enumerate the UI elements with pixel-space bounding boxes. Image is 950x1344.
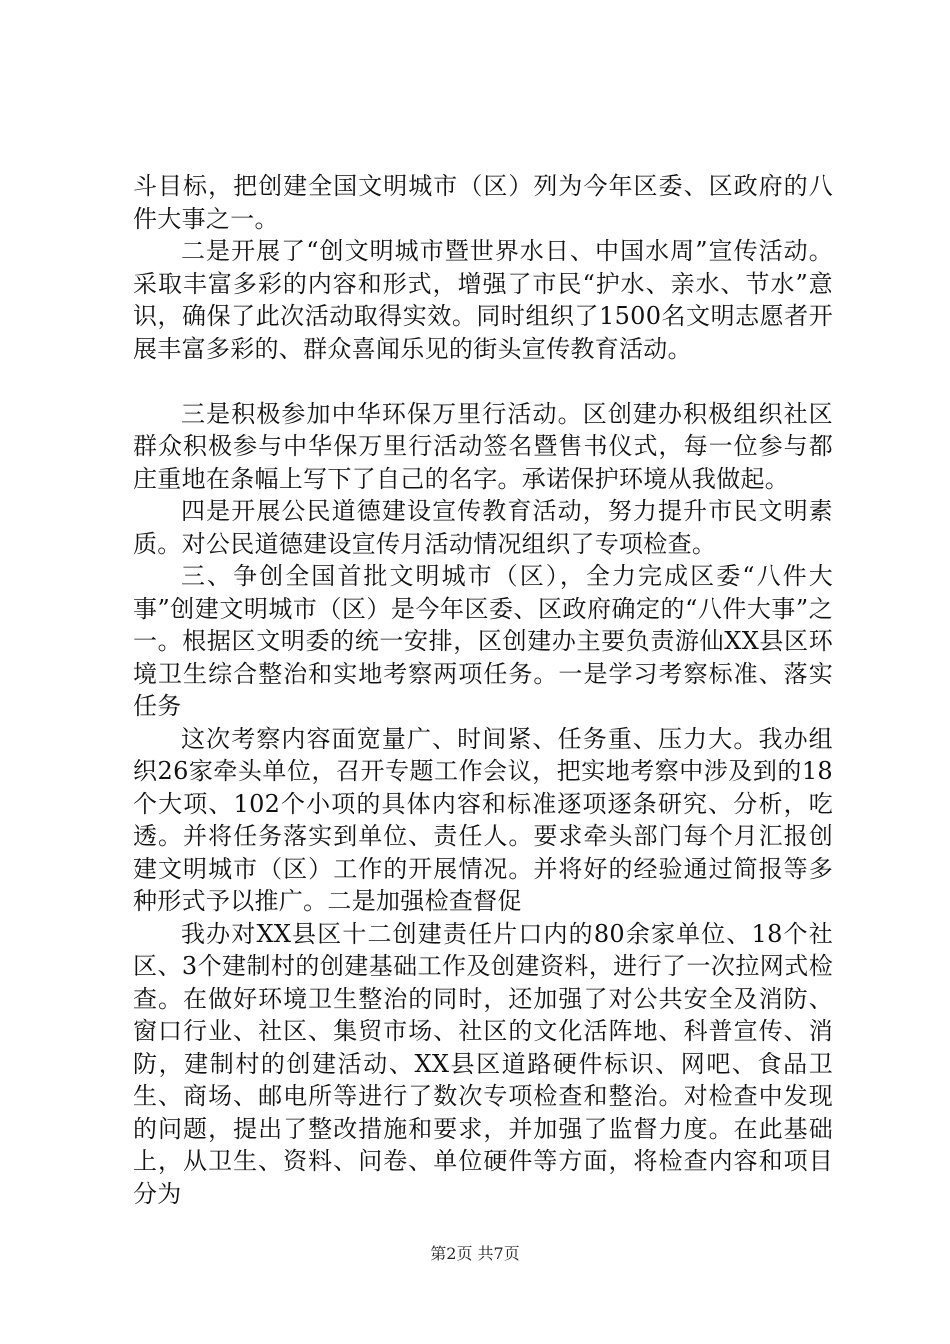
paragraph-inspection-details: 我办对XX县区十二创建责任片口内的80余家单位、18个社区、3个建制村的创建基础工作及创建资料，进行了一次拉网式检查。在做好环境卫生整治的同时，还加强了对公共安全及消防、窗口行业、社区、集贸市场、社区的文化活阵地、科普宣传、消防，建制村的创建活动、XX县区道路硬件标识、网吧、食品卫生、商场、邮电所等进行了数次专项检查和整治。对检查中发现的问题，提出了整改措施和要求，并加强了监督力度。在此基础上，从卫生、资料、问卷、单位硬件等方面，将检查内容和项目分为 [133,919,833,1208]
document-body [133,170,833,1210]
paragraph-gap [133,365,833,398]
paragraph-section-three: 三、争创全国首批文明城市（区），全力完成区委“八件大事”创建文明城市（区）是今年区委、区政府确定的“八件大事”之一。根据区文明委的统一安排，区创建办主要负责游仙XX县区环境卫生综合整治和实地考察两项任务。一是学习考察标准、落实任务 [133,562,833,720]
paragraph-water-day-campaign: 二是开展了“创文明城市暨世界水日、中国水周”宣传活动。采取丰富多彩的内容和形式，增强了市民“护水、亲水、节水”意识，确保了此次活动取得实效。同时组织了1500名文明志愿者开展丰富多彩的、群众喜闻乐见的街头宣传教育活动。 [133,237,833,363]
page-number-footer: 第2页 共7页 [430,1244,520,1263]
paragraph-environment-campaign: 三是积极参加中华环保万里行活动。区创建办积极组织社区群众积极参与中华保万里行活动签名暨售书仪式，每一位参与都庄重地在条幅上写下了自己的名字。承诺保护环境从我做起。 [133,399,833,493]
paragraph-continuation: 斗目标，把创建全国文明城市（区）列为今年区委、区政府的八件大事之一。 [133,172,833,233]
paragraph-civic-morality: 四是开展公民道德建设宣传教育活动，努力提升市民文明素质。对公民道德建设宣传月活动情况组织了专项检查。 [133,497,833,558]
paragraph-inspection-scope: 这次考察内容面宽量广、时间紧、任务重、压力大。我办组织26家牵头单位，召开专题工作会议，把实地考察中涉及到的18个大项、102个小项的具体内容和标准逐项逐条研究、分析，吃透。并将任务落实到单位、责任人。要求牵头部门每个月汇报创建文明城市（区）工作的开展情况。并将好的经验通过简报等多种形式予以推广。二是加强检查督促 [133,724,833,915]
